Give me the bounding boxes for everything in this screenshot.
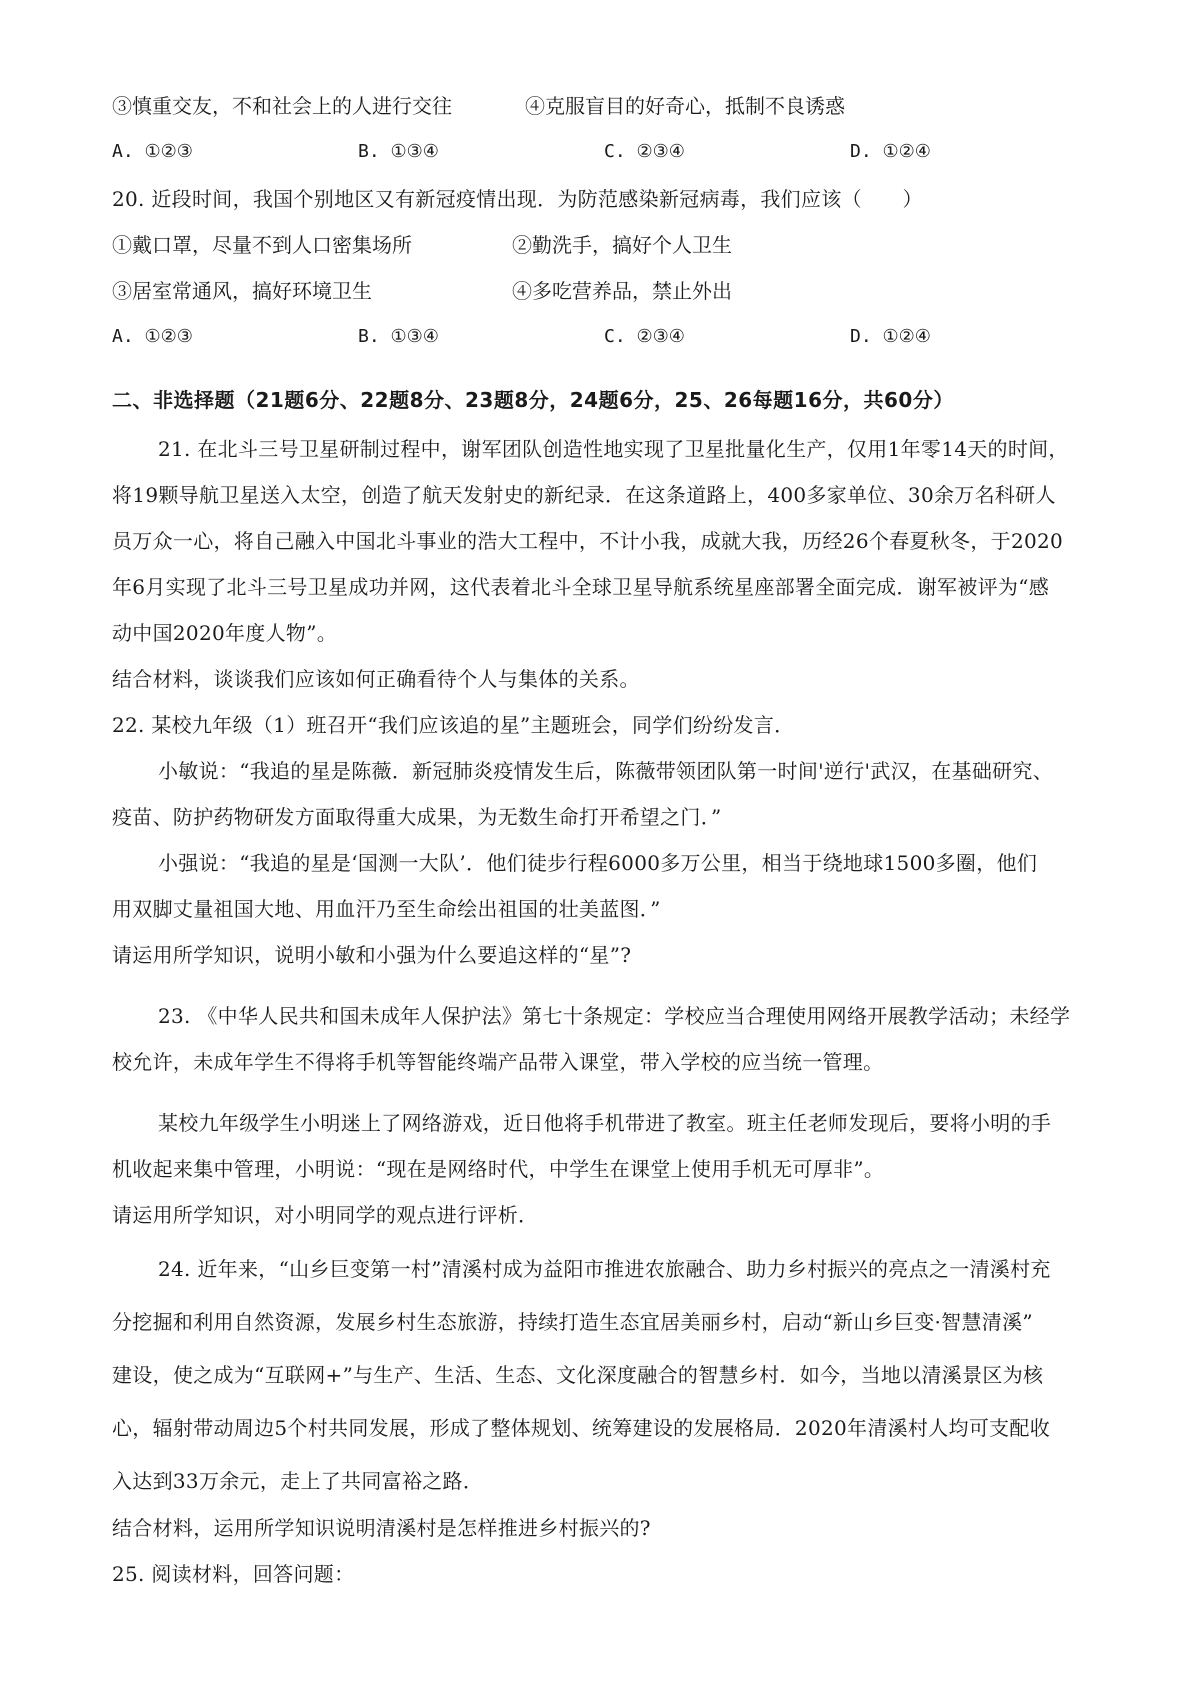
q20-option-row-1 [112, 230, 1102, 260]
q19-option-row-2 [112, 91, 1102, 121]
q20-option-row-2 [112, 276, 1102, 306]
q23-line-2: 校允许，未成年学生不得将手机等智能终端产品带入课堂，带入学校的应当统一管理。 [112, 1050, 884, 1074]
q20-choice-a: A. ①②③ [112, 326, 193, 347]
q21-line-4: 年6月实现了北斗三号卫星成功并网，这代表着北斗全球卫星导航系统星座部署全面完成．谢军被评为“感 [112, 575, 1050, 599]
q22-line-3: 小强说：“我追的星是‘国测一大队’．他们徒步行程6000多万公里，相当于绕地球1500多圈，他们 [158, 851, 1038, 875]
q22-line-4: 用双脚丈量祖国大地、用血汗乃至生命绘出祖国的壮美蓝图．” [112, 897, 661, 921]
section-heading: 二、非选择题（21题6分、22题8分、23题8分，24题6分，25、26每题16分，共60分） [112, 388, 954, 412]
q22-line-2: 疫苗、防护药物研发方面取得重大成果，为无数生命打开希望之门．” [112, 805, 722, 829]
q21-line-5: 动中国2020年度人物”。 [112, 621, 338, 645]
q23-line-3: 某校九年级学生小明迷上了网络游戏，近日他将手机带进了教室。班主任老师发现后，要将小明的手 [158, 1111, 1052, 1135]
q24-line-2: 分挖掘和利用自然资源，发展乡村生态旅游，持续打造生态宜居美丽乡村，启动“新山乡巨变·智慧清溪” [112, 1310, 1033, 1334]
q20-choice-c: C. ②③④ [604, 326, 685, 347]
q21-line-3: 员万众一心，将自己融入中国北斗事业的浩大工程中，不计小我，成就大我，历经26个春夏秋冬，于2020 [112, 529, 1064, 553]
q19-choices [112, 137, 1102, 167]
q23-question: 请运用所学知识，对小明同学的观点进行评析． [112, 1203, 539, 1227]
q20-choices [112, 322, 1102, 352]
q24-question: 结合材料，运用所学知识说明清溪村是怎样推进乡村振兴的? [112, 1516, 651, 1540]
q19-choice-a: A. ①②③ [112, 141, 193, 162]
q22-stem: 22. 某校九年级（1）班召开“我们应该追的星”主题班会，同学们纷纷发言． [112, 713, 795, 737]
q25-stem: 25. 阅读材料，回答问题： [112, 1562, 355, 1586]
q23-line-4: 机收起来集中管理，小明说：“现在是网络时代，中学生在课堂上使用手机无可厚非”。 [112, 1157, 885, 1181]
q20-stem: 20. 近段时间，我国个别地区又有新冠疫情出现．为防范感染新冠病毒，我们应该（ ） [112, 187, 923, 211]
q24-line-1: 24. 近年来，“山乡巨变第一村”清溪村成为益阳市推进农旅融合、助力乡村振兴的亮点之一清溪村充 [158, 1257, 1051, 1281]
q20-option-1: ①戴口罩，尽量不到人口密集场所 [112, 233, 412, 257]
q23-line-1: 23. 《中华人民共和国未成年人保护法》第七十条规定：学校应当合理使用网络开展教学活动；未经学 [158, 1004, 1071, 1028]
q22-question: 请运用所学知识，说明小敏和小强为什么要追这样的“星”? [112, 943, 632, 967]
q19-choice-d: D. ①②④ [850, 141, 931, 162]
q19-option-3: ③慎重交友，不和社会上的人进行交往 [112, 94, 452, 118]
q24-line-5: 入达到33万余元，走上了共同富裕之路． [112, 1469, 484, 1493]
q20-choice-b: B. ①③④ [358, 326, 439, 347]
q20-option-2: ②勤洗手，搞好个人卫生 [512, 233, 732, 257]
q20-option-4: ④多吃营养品，禁止外出 [512, 279, 732, 303]
q21-line-1: 21. 在北斗三号卫星研制过程中，谢军团队创造性地实现了卫星批量化生产，仅用1年零14天的时间， [158, 437, 1069, 461]
q19-option-4: ④克服盲目的好奇心，抵制不良诱惑 [525, 94, 845, 118]
q19-choice-c: C. ②③④ [604, 141, 685, 162]
q19-choice-b: B. ①③④ [358, 141, 439, 162]
q21-question: 结合材料，谈谈我们应该如何正确看待个人与集体的关系。 [112, 667, 640, 691]
q20-choice-d: D. ①②④ [850, 326, 931, 347]
q24-line-4: 心，辐射带动周边5个村共同发展，形成了整体规划、统筹建设的发展格局．2020年清溪村人均可支配收 [112, 1416, 1051, 1440]
q21-line-2: 将19颗导航卫星送入太空，创造了航天发射史的新纪录．在这条道路上，400多家单位、30余万名科研人 [112, 483, 1056, 507]
q22-line-1: 小敏说：“我追的星是陈薇．新冠肺炎疫情发生后，陈薇带领团队第一时间'逆行'武汉，在基础研究、 [158, 759, 1054, 783]
q24-line-3: 建设，使之成为“互联网+”与生产、生活、生态、文化深度融合的智慧乡村．如今，当地以清溪景区为核 [112, 1363, 1044, 1387]
q20-option-3: ③居室常通风，搞好环境卫生 [112, 279, 372, 303]
